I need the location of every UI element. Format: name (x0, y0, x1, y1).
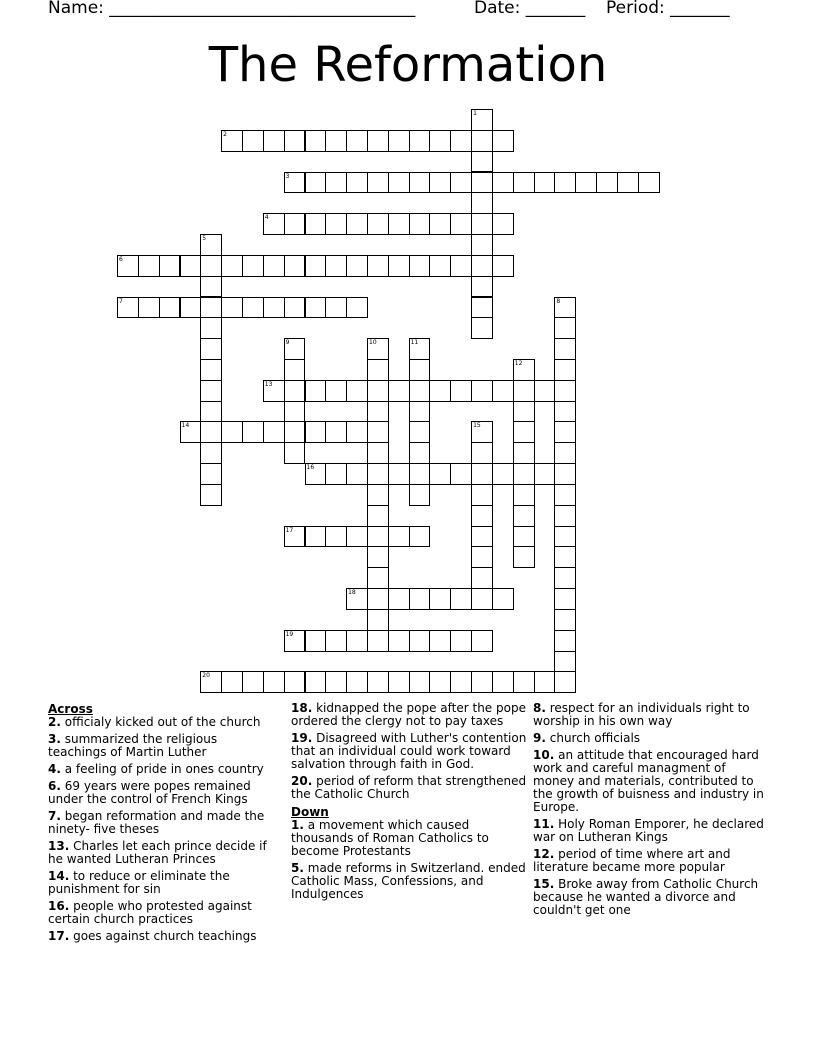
crossword-cell[interactable] (263, 380, 285, 402)
crossword-cell[interactable] (513, 401, 535, 423)
crossword-cell[interactable] (471, 463, 493, 485)
crossword-cell[interactable] (221, 671, 243, 693)
crossword-cell[interactable] (325, 421, 347, 443)
crossword-cell[interactable] (200, 359, 222, 381)
crossword-cell[interactable] (471, 213, 493, 235)
crossword-cell[interactable] (534, 671, 556, 693)
crossword-cell[interactable] (429, 671, 451, 693)
crossword-cell[interactable] (513, 463, 535, 485)
down-heading: Down (291, 805, 329, 819)
crossword-cell[interactable] (305, 630, 327, 652)
crossword-cell[interactable] (367, 588, 389, 610)
crossword-cell[interactable] (284, 630, 306, 652)
clue-number-label: 14 (181, 422, 190, 430)
crossword-cell[interactable] (284, 526, 306, 548)
crossword-cell[interactable] (305, 463, 327, 485)
crossword-cell[interactable] (409, 213, 431, 235)
crossword-cell[interactable] (346, 255, 368, 277)
crossword-cell[interactable] (305, 255, 327, 277)
crossword-cell[interactable] (346, 463, 368, 485)
crossword-cell[interactable] (409, 172, 431, 194)
crossword-cell[interactable] (200, 380, 222, 402)
crossword-cell[interactable] (367, 213, 389, 235)
crossword-cell[interactable] (263, 421, 285, 443)
crossword-cell[interactable] (471, 297, 493, 319)
crossword-cell[interactable] (367, 671, 389, 693)
crossword-cell[interactable] (471, 192, 493, 214)
crossword-cell[interactable] (346, 421, 368, 443)
crossword-cell[interactable] (471, 526, 493, 548)
crossword-cell[interactable] (471, 630, 493, 652)
crossword-cell[interactable] (367, 130, 389, 152)
crossword-cell[interactable] (554, 526, 576, 548)
crossword-cell[interactable] (325, 630, 347, 652)
crossword-cell[interactable] (325, 671, 347, 693)
crossword-cell[interactable] (409, 463, 431, 485)
crossword-cell[interactable] (471, 130, 493, 152)
crossword-cell[interactable] (471, 234, 493, 256)
crossword-cell[interactable] (638, 172, 660, 194)
period-field[interactable]: Period: _______ (606, 0, 730, 18)
crossword-cell[interactable] (180, 255, 202, 277)
clue-number-label: 6 (119, 255, 123, 263)
clue-number-label: 13 (264, 380, 273, 388)
crossword-cell[interactable] (513, 172, 535, 194)
crossword-cell[interactable] (263, 671, 285, 693)
crossword-cell[interactable] (346, 671, 368, 693)
crossword-cell[interactable] (554, 401, 576, 423)
crossword-cell[interactable] (450, 255, 472, 277)
clue-number-label: 20 (202, 672, 210, 680)
crossword-cell[interactable] (429, 172, 451, 194)
crossword-cell[interactable] (367, 380, 389, 402)
clues-column-1 (48, 702, 276, 947)
crossword-cell[interactable] (367, 526, 389, 548)
crossword-cell[interactable] (409, 588, 431, 610)
date-field[interactable]: Date: _______ (474, 0, 586, 18)
crossword-cell[interactable] (367, 567, 389, 589)
crossword-cell[interactable] (388, 172, 410, 194)
clue-down-1: 1. a movement which caused thousands of Roman Catholics to become Protestants (291, 818, 489, 858)
crossword-cell[interactable] (554, 546, 576, 568)
crossword-cell[interactable] (513, 671, 535, 693)
clue-number-label: 9 (285, 339, 290, 347)
crossword-cell[interactable] (263, 297, 285, 319)
crossword-cell[interactable] (284, 442, 306, 464)
crossword-cell[interactable] (284, 172, 306, 194)
crossword-cell[interactable] (450, 380, 472, 402)
clues-column-2 (291, 702, 527, 905)
crossword-cell[interactable] (242, 130, 264, 152)
crossword-cell[interactable] (305, 172, 327, 194)
crossword-cell[interactable] (554, 442, 576, 464)
crossword-cell[interactable] (596, 172, 618, 194)
crossword-cell[interactable] (221, 255, 243, 277)
clue-number-label: 19 (285, 630, 294, 638)
clue-across-13: 13. Charles let each prince decide if he wanted Lutheran Princes (48, 839, 267, 866)
crossword-cell[interactable] (409, 255, 431, 277)
clue-across-7: 7. began reformation and made the ninety- five theses (48, 809, 265, 836)
crossword-cell[interactable] (554, 172, 576, 194)
crossword-cell[interactable] (305, 213, 327, 235)
crossword-cell[interactable] (325, 463, 347, 485)
crossword-cell[interactable] (554, 338, 576, 360)
crossword-cell[interactable] (388, 463, 410, 485)
crossword-cell[interactable] (409, 671, 431, 693)
crossword-cell[interactable] (471, 151, 493, 173)
crossword-cell[interactable] (429, 255, 451, 277)
crossword-cell[interactable] (200, 276, 222, 298)
crossword-cell[interactable] (554, 588, 576, 610)
clue-number-label: 18 (348, 589, 356, 597)
crossword-cell[interactable] (284, 338, 306, 360)
crossword-cell[interactable] (346, 380, 368, 402)
crossword-cell[interactable] (554, 380, 576, 402)
crossword-cell[interactable] (471, 567, 493, 589)
crossword-cell[interactable] (159, 255, 181, 277)
crossword-cell[interactable] (367, 338, 389, 360)
crossword-cell[interactable] (513, 505, 535, 527)
clue-down-8: 8. respect for an individuals right to worship in his own way (533, 701, 750, 728)
crossword-cell[interactable] (409, 338, 431, 360)
crossword-cell[interactable] (450, 213, 472, 235)
crossword-cell[interactable] (429, 630, 451, 652)
crossword-cell[interactable] (429, 588, 451, 610)
clue-across-6: 6. 69 years were popes remained under the control of French Kings (48, 779, 251, 806)
clue-number-label: 15 (473, 422, 481, 430)
clue-down-15: 15. Broke away from Catholic Church because he wanted a divorce and couldn't get one (533, 877, 759, 917)
clue-across-16: 16. people who protested against certain church practices (48, 899, 252, 926)
crossword-cell[interactable] (159, 297, 181, 319)
crossword-cell[interactable] (325, 130, 347, 152)
crossword-cell[interactable] (471, 671, 493, 693)
clue-number-label: 4 (264, 214, 269, 222)
crossword-cell[interactable] (367, 421, 389, 443)
clue-down-5: 5. made reforms in Switzerland. ended Catholic Mass, Confessions, and Indulgences (291, 861, 526, 901)
crossword-cell[interactable] (450, 588, 472, 610)
crossword-cell[interactable] (305, 526, 327, 548)
crossword-cell[interactable] (200, 338, 222, 360)
clue-number-label: 7 (119, 297, 123, 305)
clue-down-12: 12. period of time where art and literature became more popular (533, 847, 731, 874)
crossword-cell[interactable] (263, 255, 285, 277)
crossword-cell[interactable] (221, 130, 243, 152)
crossword-cell[interactable] (429, 380, 451, 402)
crossword-cell[interactable] (409, 380, 431, 402)
crossword-cell[interactable] (554, 630, 576, 652)
crossword-cell[interactable] (554, 567, 576, 589)
clue-number-label: 3 (285, 172, 290, 180)
crossword-cell[interactable] (200, 442, 222, 464)
clue-down-11: 11. Holy Roman Emporer, he declared war on Lutheran Kings (533, 817, 764, 844)
crossword-cell[interactable] (409, 484, 431, 506)
crossword-cell[interactable] (305, 297, 327, 319)
crossword-cell[interactable] (117, 297, 139, 319)
clue-number-label: 2 (223, 130, 227, 138)
clue-across-4: 4. a feeling of pride in ones country (48, 762, 264, 776)
crossword-cell[interactable] (513, 484, 535, 506)
crossword-cell[interactable] (367, 172, 389, 194)
clue-across-3: 3. summarized the religious teachings of Martin Luther (48, 732, 218, 759)
crossword-cell[interactable] (138, 255, 160, 277)
crossword-cell[interactable] (617, 172, 639, 194)
crossword-cell[interactable] (117, 255, 139, 277)
clue-across-14: 14. to reduce or eliminate the punishment for sin (48, 869, 230, 896)
crossword-cell[interactable] (388, 671, 410, 693)
crossword-cell[interactable] (409, 526, 431, 548)
crossword-cell[interactable] (367, 463, 389, 485)
crossword-cell[interactable] (450, 172, 472, 194)
crossword-cell[interactable] (492, 380, 514, 402)
crossword-cell[interactable] (409, 130, 431, 152)
crossword-cell[interactable] (346, 588, 368, 610)
crossword-cell[interactable] (409, 442, 431, 464)
crossword-cell[interactable] (554, 671, 576, 693)
clue-number-label: 17 (285, 526, 294, 534)
clue-number-label: 8 (556, 297, 561, 305)
crossword-cell[interactable] (409, 401, 431, 423)
clue-number-label: 11 (410, 339, 419, 347)
name-field[interactable]: Name: ____________________________________ (48, 0, 416, 18)
crossword-cell[interactable] (200, 401, 222, 423)
crossword-cell[interactable] (367, 609, 389, 631)
crossword-cell[interactable] (200, 484, 222, 506)
crossword-cell[interactable] (346, 213, 368, 235)
crossword-cell[interactable] (409, 421, 431, 443)
crossword-cell[interactable] (305, 130, 327, 152)
crossword-cell[interactable] (450, 630, 472, 652)
clue-number-label: 10 (369, 339, 377, 347)
crossword-cell[interactable] (554, 609, 576, 631)
crossword-cell[interactable] (221, 421, 243, 443)
clue-across-20: 20. period of reform that strengthened the Catholic Church (291, 774, 527, 801)
crossword-cell[interactable] (388, 526, 410, 548)
crossword-cell[interactable] (492, 671, 514, 693)
crossword-cell[interactable] (492, 463, 514, 485)
clue-down-9: 9. church officials (533, 731, 641, 745)
crossword-cell[interactable] (471, 588, 493, 610)
crossword-cell[interactable] (534, 380, 556, 402)
clue-across-18: 18. kidnapped the pope after the pope ordered the clergy not to pay taxes (291, 701, 526, 728)
crossword-cell[interactable] (388, 380, 410, 402)
crossword-cell[interactable] (325, 213, 347, 235)
crossword-cell[interactable] (513, 359, 535, 381)
crossword-cell[interactable] (388, 255, 410, 277)
crossword-cell[interactable] (471, 317, 493, 339)
crossword-cell[interactable] (554, 651, 576, 673)
crossword-cell[interactable] (305, 380, 327, 402)
crossword-cell[interactable] (367, 484, 389, 506)
crossword-cell[interactable] (554, 421, 576, 443)
crossword-cell[interactable] (471, 442, 493, 464)
crossword-cell[interactable] (388, 213, 410, 235)
crossword-cell[interactable] (242, 671, 264, 693)
crossword-cell[interactable] (325, 380, 347, 402)
crossword-cell[interactable] (492, 172, 514, 194)
crossword-cell[interactable] (138, 297, 160, 319)
crossword-cell[interactable] (367, 505, 389, 527)
crossword-cell[interactable] (242, 255, 264, 277)
crossword-cell[interactable] (534, 463, 556, 485)
crossword-cell[interactable] (471, 546, 493, 568)
clue-across-2: 2. officialy kicked out of the church (48, 715, 261, 729)
crossword-cell[interactable] (200, 421, 222, 443)
clue-down-10: 10. an attitude that encouraged hard work and careful managment of money and materials, contributed to the growth of buisness and industry in Europe. (533, 748, 764, 814)
crossword-cell[interactable] (284, 297, 306, 319)
crossword-cell[interactable] (554, 297, 576, 319)
crossword-cell[interactable] (450, 463, 472, 485)
crossword-cell[interactable] (409, 630, 431, 652)
crossword-cell[interactable] (429, 463, 451, 485)
crossword-cell[interactable] (471, 484, 493, 506)
crossword-cell[interactable] (450, 130, 472, 152)
crossword-cell[interactable] (492, 130, 514, 152)
crossword-cell[interactable] (450, 671, 472, 693)
crossword-cell[interactable] (554, 359, 576, 381)
crossword-cell[interactable] (492, 588, 514, 610)
crossword-cell[interactable] (367, 401, 389, 423)
crossword-cell[interactable] (554, 317, 576, 339)
crossword-cell[interactable] (388, 630, 410, 652)
crossword-cell[interactable] (471, 172, 493, 194)
clue-number-label: 12 (514, 360, 523, 367)
crossword-cell[interactable] (325, 297, 347, 319)
crossword-cell[interactable] (513, 546, 535, 568)
crossword-cell[interactable] (388, 130, 410, 152)
crossword-cell[interactable] (429, 130, 451, 152)
crossword-cell[interactable] (492, 213, 514, 235)
clue-number-label: 16 (306, 464, 315, 472)
crossword-cell[interactable] (284, 255, 306, 277)
clue-number-label: 1 (473, 110, 477, 117)
crossword-cell[interactable] (471, 255, 493, 277)
crossword-cell[interactable] (325, 526, 347, 548)
clue-number-label: 5 (202, 235, 207, 242)
crossword-cell[interactable] (284, 130, 306, 152)
crossword-cell[interactable] (367, 442, 389, 464)
crossword-cell[interactable] (534, 172, 556, 194)
crossword-cell[interactable] (346, 630, 368, 652)
crossword-cell[interactable] (180, 421, 202, 443)
crossword-cell[interactable] (346, 172, 368, 194)
crossword-cell[interactable] (554, 484, 576, 506)
crossword-cell[interactable] (471, 109, 493, 131)
crossword-cell[interactable] (284, 401, 306, 423)
crossword-cell[interactable] (346, 130, 368, 152)
crossword-cell[interactable] (284, 671, 306, 693)
crossword-cell[interactable] (325, 255, 347, 277)
page-title: The Reformation (208, 37, 608, 93)
clues-column-3 (533, 702, 765, 921)
crossword-cell[interactable] (180, 297, 202, 319)
crossword-cell[interactable] (513, 442, 535, 464)
crossword-cell[interactable] (471, 380, 493, 402)
crossword-cell[interactable] (409, 359, 431, 381)
crossword-cell[interactable] (200, 671, 222, 693)
crossword-cell[interactable] (200, 297, 222, 319)
crossword-cell[interactable] (325, 172, 347, 194)
crossword-cell[interactable] (221, 297, 243, 319)
crossword-cell[interactable] (200, 317, 222, 339)
crossword-cell[interactable] (513, 380, 535, 402)
crossword-cell[interactable] (284, 213, 306, 235)
crossword-cell[interactable] (575, 172, 597, 194)
crossword-cell[interactable] (492, 255, 514, 277)
crossword-cell[interactable] (367, 255, 389, 277)
crossword-cell[interactable] (471, 276, 493, 298)
crossword-cell[interactable] (284, 421, 306, 443)
crossword-cell[interactable] (305, 421, 327, 443)
crossword-cell[interactable] (367, 359, 389, 381)
clue-across-17: 17. goes against church teachings (48, 929, 257, 943)
crossword-cell[interactable] (388, 588, 410, 610)
across-heading: Across (48, 702, 93, 716)
crossword-cell[interactable] (367, 630, 389, 652)
crossword-cell[interactable] (367, 546, 389, 568)
crossword-cell[interactable] (200, 255, 222, 277)
crossword-cell[interactable] (471, 421, 493, 443)
crossword-cell[interactable] (284, 359, 306, 381)
crossword-cell[interactable] (263, 213, 285, 235)
crossword-cell[interactable] (200, 234, 222, 256)
crossword-cell[interactable] (305, 671, 327, 693)
crossword-cell[interactable] (471, 505, 493, 527)
crossword-cell[interactable] (200, 463, 222, 485)
crossword-cell[interactable] (242, 297, 264, 319)
crossword-cell[interactable] (346, 526, 368, 548)
crossword-cell[interactable] (513, 421, 535, 443)
crossword-cell[interactable] (242, 421, 264, 443)
crossword-cell[interactable] (346, 297, 368, 319)
clue-across-19: 19. Disagreed with Luther's contention that an individual could work toward salvation through faith in God. (291, 731, 527, 771)
crossword-cell[interactable] (284, 380, 306, 402)
crossword-cell[interactable] (263, 130, 285, 152)
crossword-cell[interactable] (554, 463, 576, 485)
crossword-cell[interactable] (513, 526, 535, 548)
crossword-cell[interactable] (554, 505, 576, 527)
crossword-cell[interactable] (429, 213, 451, 235)
